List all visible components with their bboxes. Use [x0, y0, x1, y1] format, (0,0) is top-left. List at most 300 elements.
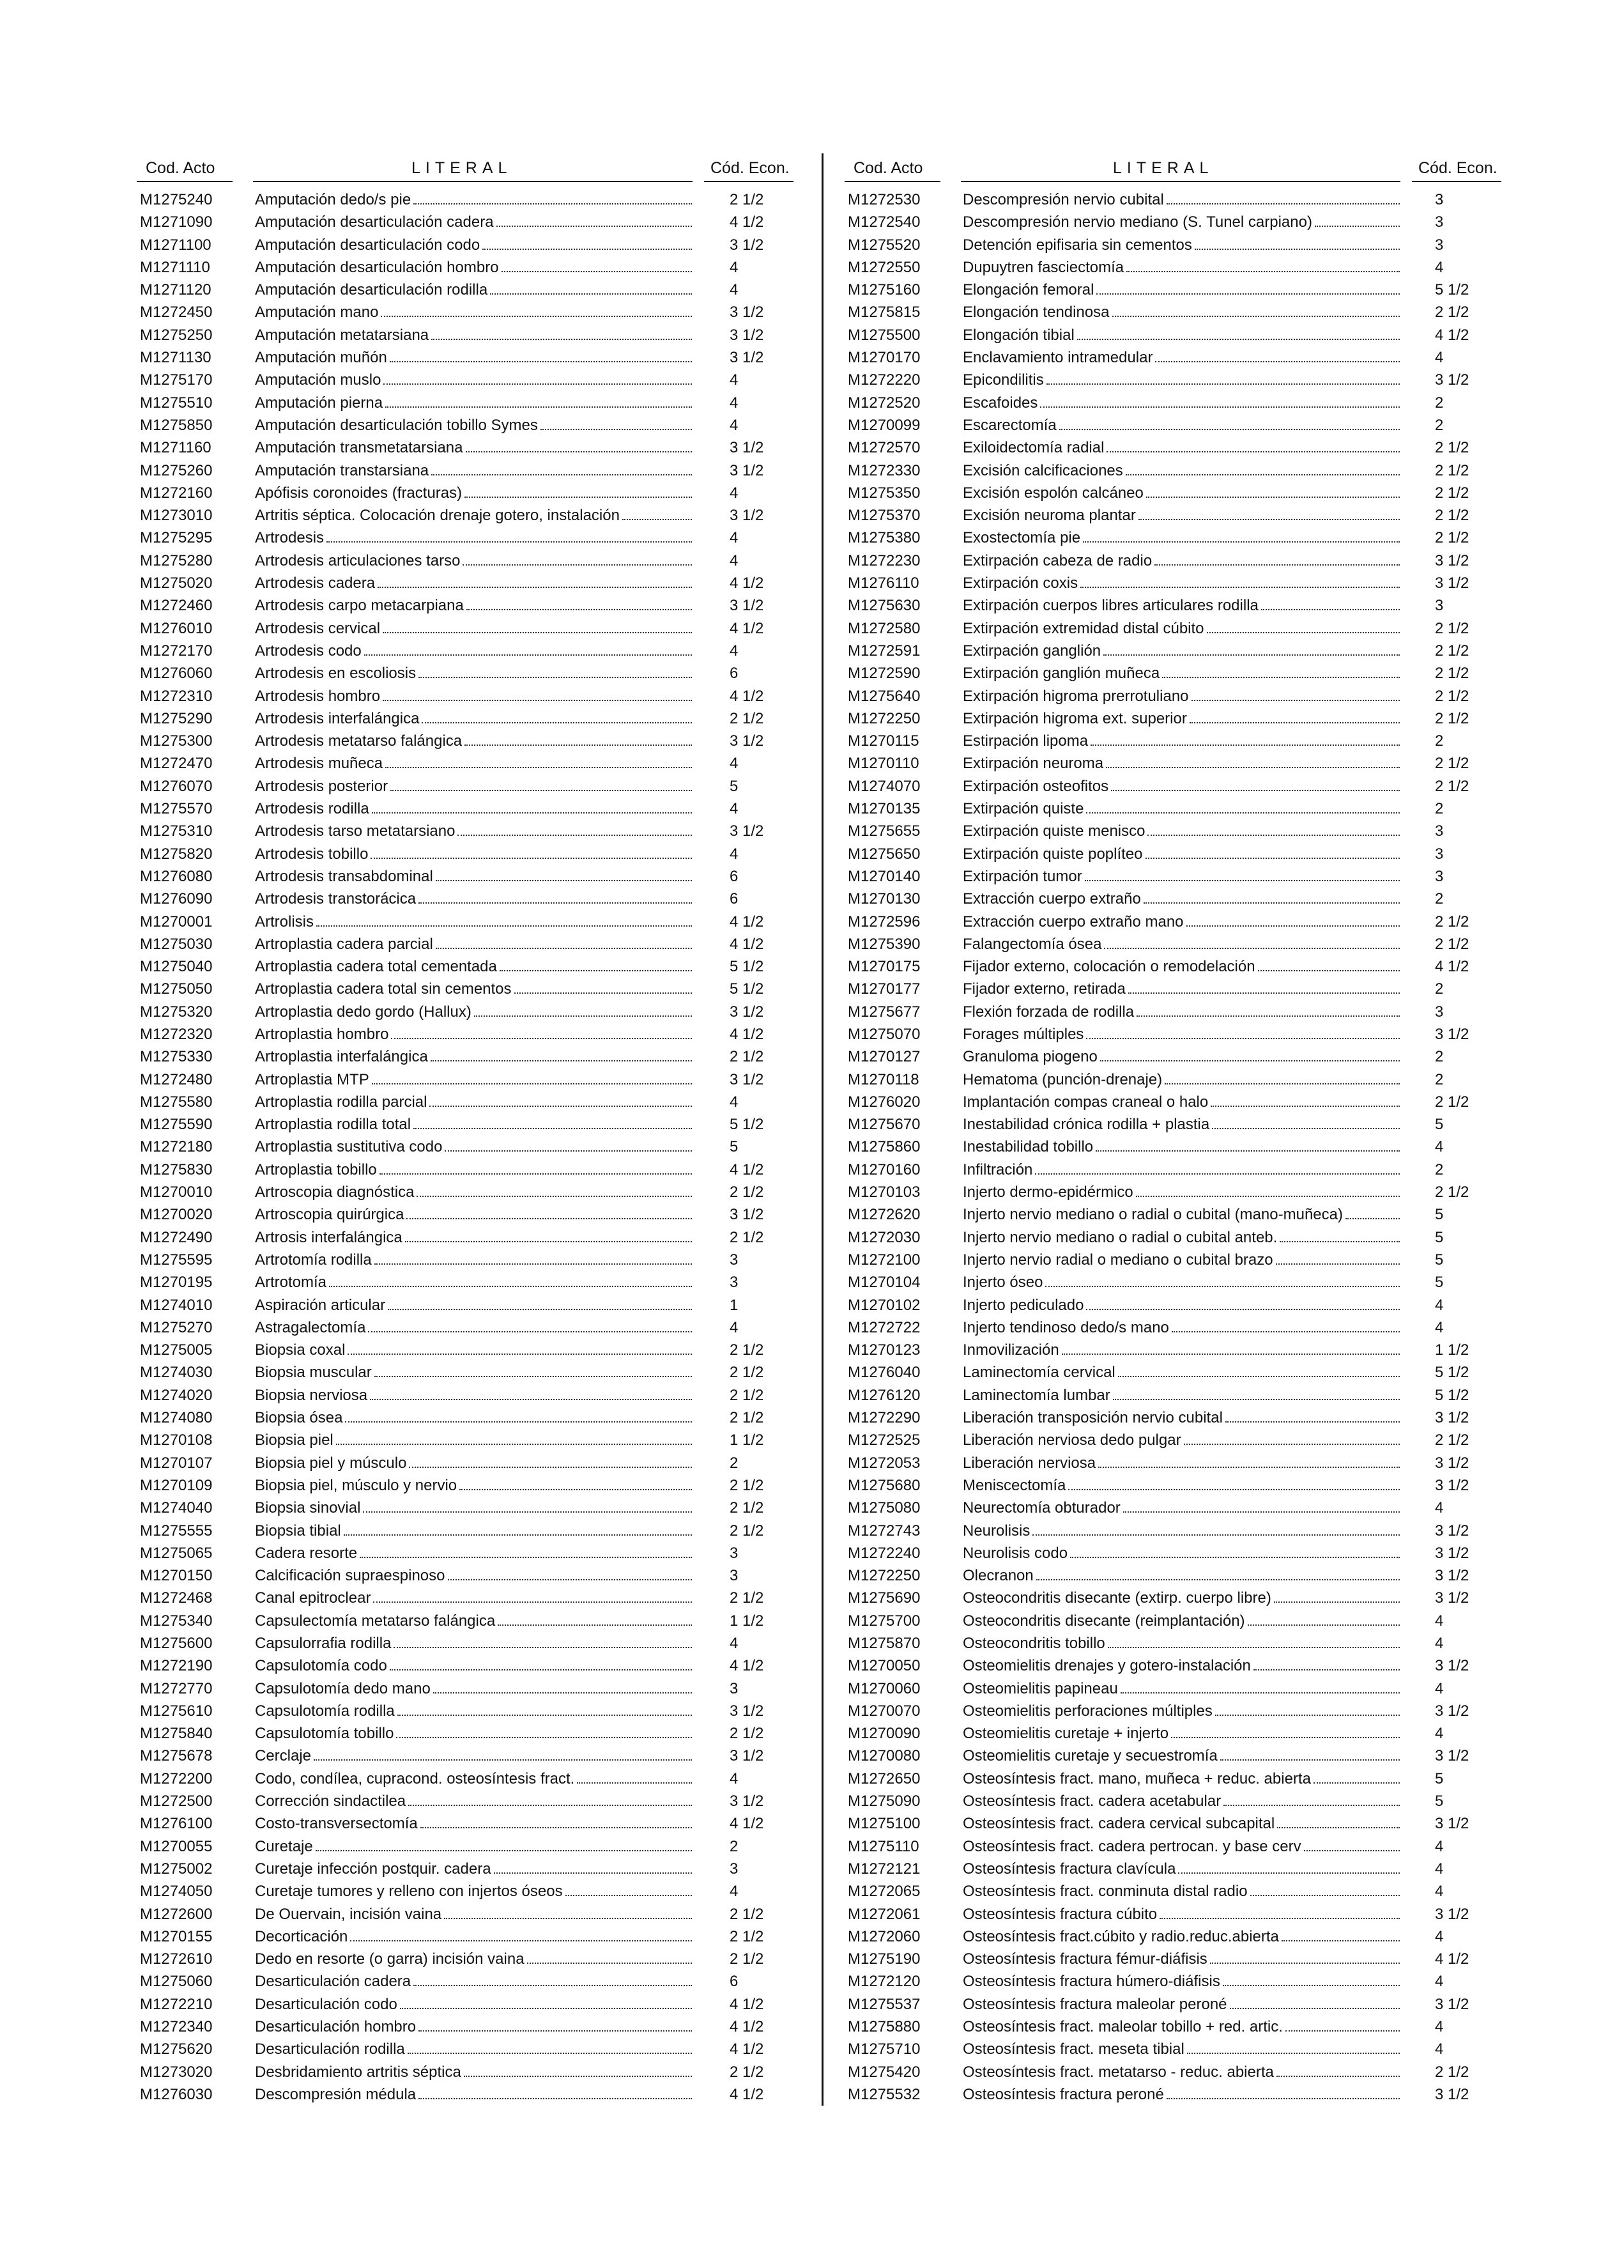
- dot-leader: [379, 1173, 692, 1175]
- row-literal: [255, 482, 692, 504]
- row-code: M1270103: [848, 1184, 921, 1201]
- dot-leader: [1113, 1398, 1400, 1400]
- table-row: [137, 1407, 801, 1429]
- row-literal: [963, 1474, 1400, 1497]
- row-econ: 3 1/2: [1435, 1567, 1469, 1585]
- row-literal: [963, 798, 1400, 820]
- row-code: M1272061: [848, 1905, 921, 1923]
- row-literal-text: Extirpación osteofitos: [963, 777, 1109, 795]
- row-literal-text: Osteosíntesis fract. mano, muñeca + reduc. abierta: [963, 1770, 1311, 1787]
- row-literal-text: Dupuytren fasciectomía: [963, 258, 1124, 276]
- dot-leader: [1162, 676, 1400, 678]
- dot-leader: [1248, 1624, 1400, 1626]
- table-row: [845, 1429, 1503, 1451]
- row-code: M1270050: [848, 1657, 921, 1675]
- row-literal: [255, 234, 692, 256]
- dot-leader: [1207, 631, 1400, 633]
- table-row: [845, 256, 1503, 279]
- dot-leader: [1100, 1060, 1400, 1061]
- row-literal-text: Elongación tibial: [963, 326, 1075, 344]
- dot-leader: [459, 1488, 692, 1490]
- row-literal: [255, 1632, 692, 1655]
- table-row: [845, 1316, 1503, 1339]
- row-code: M1272480: [140, 1070, 213, 1088]
- row-literal: [255, 369, 692, 391]
- row-literal: [255, 1948, 692, 1970]
- row-econ: 2 1/2: [730, 191, 764, 208]
- table-row: [845, 414, 1503, 436]
- table-row: [137, 1542, 801, 1564]
- dot-leader: [408, 2052, 692, 2054]
- row-econ: 2 1/2: [1435, 755, 1469, 773]
- row-literal-text: Liberación transposición nervio cubital: [963, 1409, 1223, 1427]
- row-literal-text: Amputación muslo: [255, 371, 381, 389]
- dot-leader: [436, 947, 692, 949]
- row-econ: 3 1/2: [730, 1793, 764, 1810]
- row-econ: 3 1/2: [1435, 1409, 1469, 1427]
- row-literal: [963, 888, 1400, 910]
- row-econ: 3: [730, 1679, 739, 1697]
- row-code: M1275080: [848, 1499, 921, 1517]
- row-code: M1270135: [848, 800, 921, 818]
- row-literal: [255, 1294, 692, 1316]
- row-literal-text: Desarticulación hombro: [255, 2018, 417, 2036]
- row-code: M1272590: [848, 665, 921, 683]
- table-row: [137, 1226, 801, 1249]
- dot-leader: [1036, 1578, 1400, 1580]
- row-econ: 2: [1435, 416, 1444, 434]
- dot-leader: [1160, 1917, 1400, 1919]
- table-row: [137, 1316, 801, 1339]
- table-row: [845, 911, 1503, 933]
- table-row: [137, 279, 801, 301]
- row-code: M1270001: [140, 913, 213, 930]
- row-econ: 6: [730, 1973, 739, 1991]
- row-econ: 2 1/2: [730, 1499, 764, 1517]
- row-literal-text: Osteosíntesis fract. cadera pertrocan. y base cerv: [963, 1837, 1301, 1855]
- table-row: [845, 1700, 1503, 1722]
- table-row: [137, 1068, 801, 1091]
- table-row: [845, 504, 1503, 527]
- dot-leader: [329, 1285, 692, 1287]
- row-literal-text: Extracción cuerpo extraño mano: [963, 913, 1184, 930]
- row-literal: [963, 1181, 1400, 1203]
- dot-leader: [418, 2097, 692, 2099]
- row-literal-text: Osteosíntesis fractura clavícula: [963, 1860, 1176, 1878]
- row-literal: [255, 1091, 692, 1113]
- row-econ: 3 1/2: [730, 732, 764, 750]
- table-row: [137, 955, 801, 978]
- row-econ: 2: [1435, 1161, 1444, 1178]
- table-body: [137, 181, 801, 2106]
- row-literal-text: Desbridamiento artritis séptica: [255, 2063, 461, 2081]
- row-literal: [963, 1812, 1400, 1835]
- dot-leader: [371, 857, 692, 859]
- row-econ: 2 1/2: [1435, 777, 1469, 795]
- row-code: M1275330: [140, 1048, 213, 1066]
- row-econ: 3: [1435, 845, 1444, 863]
- row-literal: [963, 1407, 1400, 1429]
- row-code: M1272230: [848, 552, 921, 569]
- row-literal: [963, 1068, 1400, 1091]
- row-literal-text: Curetaje: [255, 1837, 313, 1855]
- row-econ: 2 1/2: [1435, 461, 1469, 479]
- row-literal-text: Artrodesis transtorácica: [255, 890, 417, 908]
- row-literal: [255, 189, 692, 211]
- row-literal-text: Descompresión nervio cubital: [963, 191, 1164, 208]
- row-literal-text: Osteocondritis disecante (reimplantación): [963, 1612, 1245, 1630]
- row-literal-text: Osteosíntesis fract. cadera cervical subcapital: [963, 1815, 1275, 1833]
- table-row: [845, 2038, 1503, 2060]
- row-code: M1272170: [140, 642, 213, 660]
- dot-leader: [390, 360, 692, 362]
- row-literal: [963, 1970, 1400, 1993]
- row-literal-text: Amputación metatarsiana: [255, 326, 429, 344]
- row-literal-text: Amputación muñón: [255, 349, 387, 367]
- row-code: M1270140: [848, 867, 921, 885]
- table-row: [137, 346, 801, 369]
- row-code: M1275532: [848, 2085, 921, 2103]
- row-code: M1272596: [848, 913, 921, 930]
- row-literal: [255, 256, 692, 279]
- row-econ: 4 1/2: [730, 935, 764, 953]
- row-code: M1272320: [140, 1025, 213, 1043]
- row-literal-text: Extracción cuerpo extraño: [963, 890, 1141, 908]
- row-econ: 3 1/2: [730, 439, 764, 457]
- row-econ: 2: [1435, 732, 1444, 750]
- row-literal: [963, 459, 1400, 482]
- row-literal: [963, 1497, 1400, 1519]
- dot-leader: [1091, 744, 1400, 746]
- row-literal: [255, 1993, 692, 2016]
- row-code: M1275190: [848, 1950, 921, 1968]
- row-literal-text: Artroplastia tobillo: [255, 1161, 377, 1178]
- row-code: M1275595: [140, 1251, 213, 1269]
- row-literal: [963, 279, 1400, 301]
- row-code: M1275310: [140, 822, 213, 840]
- row-literal: [963, 211, 1400, 233]
- table-row: [137, 414, 801, 436]
- row-econ: 5 1/2: [730, 1116, 764, 1134]
- row-literal: [255, 2038, 692, 2060]
- table-row: [137, 1993, 801, 2016]
- table-row: [137, 1768, 801, 1790]
- row-literal-text: Falangectomía ósea: [963, 935, 1102, 953]
- row-literal-text: Desarticulación rodilla: [255, 2040, 405, 2058]
- row-literal: [963, 1790, 1400, 1812]
- row-literal-text: Corrección sindactilea: [255, 1793, 406, 1810]
- table-row: [845, 550, 1503, 572]
- row-literal: [963, 1903, 1400, 1925]
- row-code: M1274070: [848, 777, 921, 795]
- row-code: M1270118: [848, 1070, 919, 1088]
- dot-leader: [431, 338, 692, 340]
- row-code: M1275280: [140, 552, 213, 569]
- table-row: [845, 1113, 1503, 1136]
- row-code: M1270020: [140, 1206, 213, 1224]
- row-econ: 5: [1435, 1116, 1444, 1134]
- dot-leader: [1220, 1759, 1400, 1761]
- row-literal-text: Artroscopia quirúrgica: [255, 1206, 404, 1224]
- row-literal: [963, 414, 1400, 436]
- row-econ: 2: [730, 1837, 739, 1855]
- table-row: [845, 730, 1503, 752]
- row-code: M1275640: [848, 687, 921, 705]
- row-econ: 3 1/2: [1435, 552, 1469, 569]
- dot-leader: [1070, 1556, 1400, 1558]
- table-row: [137, 2016, 801, 2038]
- row-literal: [255, 346, 692, 369]
- row-literal: [255, 820, 692, 842]
- row-econ: 3: [730, 1274, 739, 1292]
- row-econ: 2 1/2: [1435, 642, 1469, 660]
- row-code: M1275240: [140, 191, 213, 208]
- table-row: [137, 459, 801, 482]
- row-code: M1275570: [140, 800, 213, 818]
- dot-leader: [1068, 1488, 1400, 1490]
- left-column: [137, 151, 801, 2106]
- table-row: [137, 1903, 801, 1925]
- row-econ: 3: [1435, 1003, 1444, 1021]
- row-code: M1272722: [848, 1318, 921, 1336]
- table-row: [845, 459, 1503, 482]
- row-code: M1273010: [140, 507, 213, 525]
- row-literal-text: Biopsia piel y músculo: [255, 1454, 407, 1472]
- row-econ: 4 1/2: [730, 687, 764, 705]
- row-econ: 2 1/2: [730, 1905, 764, 1923]
- row-literal: [255, 414, 692, 436]
- row-literal: [255, 662, 692, 684]
- dot-leader: [1167, 2097, 1400, 2099]
- table-row: [845, 482, 1503, 504]
- row-code: M1275850: [140, 416, 213, 434]
- row-literal: [963, 369, 1400, 391]
- row-literal: [255, 2016, 692, 2038]
- table-row: [845, 1203, 1503, 1226]
- row-literal-text: Infiltración: [963, 1161, 1033, 1178]
- dot-leader: [1144, 902, 1400, 904]
- table-row: [845, 1790, 1503, 1812]
- row-literal: [255, 1113, 692, 1136]
- row-econ: 4: [1435, 1138, 1444, 1156]
- dot-leader: [1059, 428, 1400, 430]
- row-literal: [963, 1880, 1400, 1902]
- row-literal: [255, 1564, 692, 1587]
- row-econ: 4: [730, 552, 739, 569]
- table-row: [137, 1474, 801, 1497]
- row-literal: [255, 1226, 692, 1249]
- table-row: [137, 1113, 801, 1136]
- row-literal: [255, 1520, 692, 1542]
- dot-leader: [368, 1331, 692, 1332]
- row-literal: [255, 1812, 692, 1835]
- row-literal-text: Artroplastia hombro: [255, 1025, 389, 1043]
- row-literal-text: Capsulotomía tobillo: [255, 1725, 394, 1743]
- row-literal: [963, 2038, 1400, 2060]
- dot-leader: [1126, 474, 1400, 475]
- row-literal: [255, 617, 692, 640]
- row-econ: 5: [1435, 1770, 1444, 1787]
- row-econ: 4: [730, 845, 739, 863]
- dot-leader: [394, 1646, 692, 1648]
- row-econ: 4: [730, 1770, 739, 1787]
- row-literal: [255, 955, 692, 978]
- row-literal-text: Calcificación supraespinoso: [255, 1567, 445, 1585]
- table-row: [137, 1203, 801, 1226]
- row-literal-text: Injerto pediculado: [963, 1296, 1084, 1314]
- row-code: M1272570: [848, 439, 921, 457]
- row-literal: [255, 1880, 692, 1902]
- dot-leader: [409, 1466, 692, 1468]
- row-code: M1272160: [140, 484, 213, 502]
- row-literal: [963, 2016, 1400, 2038]
- row-code: M1271090: [140, 213, 213, 231]
- row-literal: [255, 1790, 692, 1812]
- row-code: M1272121: [848, 1860, 921, 1878]
- dot-leader: [396, 1736, 692, 1738]
- row-literal: [255, 572, 692, 594]
- dot-leader: [1223, 1804, 1400, 1806]
- row-literal: [963, 730, 1400, 752]
- table-row: [845, 1925, 1503, 1948]
- row-literal-text: Artrodesis interfalángica: [255, 709, 420, 727]
- row-literal-text: Amputación dedo/s pie: [255, 191, 411, 208]
- row-code: M1272460: [140, 597, 213, 615]
- dot-leader: [444, 1917, 692, 1919]
- table-row: [845, 1091, 1503, 1113]
- dot-leader: [326, 541, 692, 543]
- row-literal-text: Capsulotomía rodilla: [255, 1702, 395, 1720]
- row-code: M1276110: [848, 575, 919, 592]
- table-row: [137, 1271, 801, 1293]
- dot-leader: [464, 2075, 692, 2077]
- table-row: [845, 1384, 1503, 1407]
- row-econ: 4: [730, 1093, 739, 1111]
- column-divider: [822, 153, 823, 2106]
- row-literal: [963, 1339, 1400, 1361]
- table-row: [137, 1970, 801, 1993]
- dot-leader: [1147, 834, 1400, 836]
- row-literal-text: Excisión calcificaciones: [963, 461, 1123, 479]
- table-row: [137, 2038, 801, 2060]
- row-code: M1274030: [140, 1364, 213, 1382]
- row-literal: [963, 392, 1400, 414]
- dot-leader: [381, 315, 692, 317]
- row-econ: 3: [730, 1860, 739, 1878]
- row-literal-text: Amputación desarticulación tobillo Symes: [255, 416, 538, 434]
- row-econ: 4 1/2: [1435, 326, 1469, 344]
- row-code: M1275380: [848, 529, 921, 547]
- row-literal-text: Desarticulación cadera: [255, 1973, 411, 1991]
- right-column: [845, 151, 1503, 2106]
- row-econ: 3 1/2: [730, 326, 764, 344]
- table-row: [845, 1587, 1503, 1609]
- row-econ: 2 1/2: [1435, 1431, 1469, 1449]
- row-literal: [255, 685, 692, 707]
- row-code: M1275537: [848, 1995, 921, 2013]
- row-code: M1274020: [140, 1386, 213, 1404]
- dot-leader: [1155, 360, 1400, 362]
- row-econ: 2 1/2: [1435, 619, 1469, 637]
- row-code: M1275870: [848, 1635, 921, 1652]
- row-literal: [255, 550, 692, 572]
- dot-leader: [316, 925, 692, 927]
- row-literal-text: Amputación pierna: [255, 394, 383, 412]
- table-row: [137, 1925, 801, 1948]
- row-econ: 3 1/2: [1435, 2085, 1469, 2103]
- row-literal-text: Extirpación ganglión muñeca: [963, 665, 1160, 683]
- row-code: M1275370: [848, 507, 921, 525]
- dot-leader: [1250, 1894, 1400, 1896]
- row-literal: [963, 1632, 1400, 1655]
- dot-leader: [1146, 496, 1400, 498]
- row-code: M1275710: [848, 2040, 921, 2058]
- table-row: [137, 1858, 801, 1880]
- row-literal: [255, 392, 692, 414]
- row-econ: 2 1/2: [730, 1048, 764, 1066]
- row-code: M1272210: [140, 1995, 213, 2013]
- table-row: [137, 211, 801, 233]
- dot-leader: [1315, 225, 1400, 227]
- row-literal: [255, 1023, 692, 1045]
- table-row: [845, 1812, 1503, 1835]
- dot-leader: [502, 270, 692, 272]
- dot-leader: [420, 1826, 692, 1828]
- table-row: [137, 1023, 801, 1045]
- table-row: [137, 482, 801, 504]
- row-literal: [963, 1429, 1400, 1451]
- row-literal-text: Amputación desarticulación cadera: [255, 213, 494, 231]
- table-body: [845, 181, 1503, 2106]
- dot-leader: [1032, 1534, 1400, 1536]
- row-econ: 2: [730, 1454, 739, 1472]
- dot-leader: [413, 1984, 692, 1986]
- row-econ: 3 1/2: [1435, 1454, 1469, 1472]
- row-literal-text: Laminectomía cervical: [963, 1364, 1115, 1382]
- row-literal-text: Laminectomía lumbar: [963, 1386, 1110, 1404]
- dot-leader: [372, 1083, 692, 1084]
- dot-leader: [1035, 1173, 1400, 1175]
- row-code: M1271110: [140, 258, 210, 276]
- row-code: M1275110: [848, 1837, 919, 1855]
- row-literal-text: Codo, condílea, cupracond. osteosíntesis fract.: [255, 1770, 575, 1787]
- row-code: M1276060: [140, 665, 213, 683]
- table-row: [845, 1948, 1503, 1970]
- row-literal-text: Extirpación extremidad distal cúbito: [963, 619, 1204, 637]
- row-code: M1271160: [140, 439, 211, 457]
- row-code: M1275170: [140, 371, 213, 389]
- dot-leader: [378, 586, 692, 588]
- row-code: M1272220: [848, 371, 921, 389]
- row-literal: [963, 1925, 1400, 1948]
- row-literal-text: Apófisis coronoides (fracturas): [255, 484, 463, 502]
- table-row: [137, 617, 801, 640]
- table-header: [845, 151, 1503, 181]
- row-literal: [255, 707, 692, 730]
- row-literal-text: Amputación desarticulación codo: [255, 236, 480, 254]
- row-econ: 5: [1435, 1228, 1444, 1246]
- row-econ: 3: [1435, 236, 1444, 254]
- row-code: M1271130: [140, 349, 211, 367]
- table-row: [137, 1181, 801, 1203]
- row-code: M1270130: [848, 890, 921, 908]
- table-row: [137, 527, 801, 549]
- row-code: M1272470: [140, 755, 213, 773]
- table-row: [137, 775, 801, 798]
- row-literal: [255, 775, 692, 798]
- row-literal-text: Flexión forzada de rodilla: [963, 1003, 1135, 1021]
- row-literal-text: Osteosíntesis fract. cadera acetabular: [963, 1793, 1222, 1810]
